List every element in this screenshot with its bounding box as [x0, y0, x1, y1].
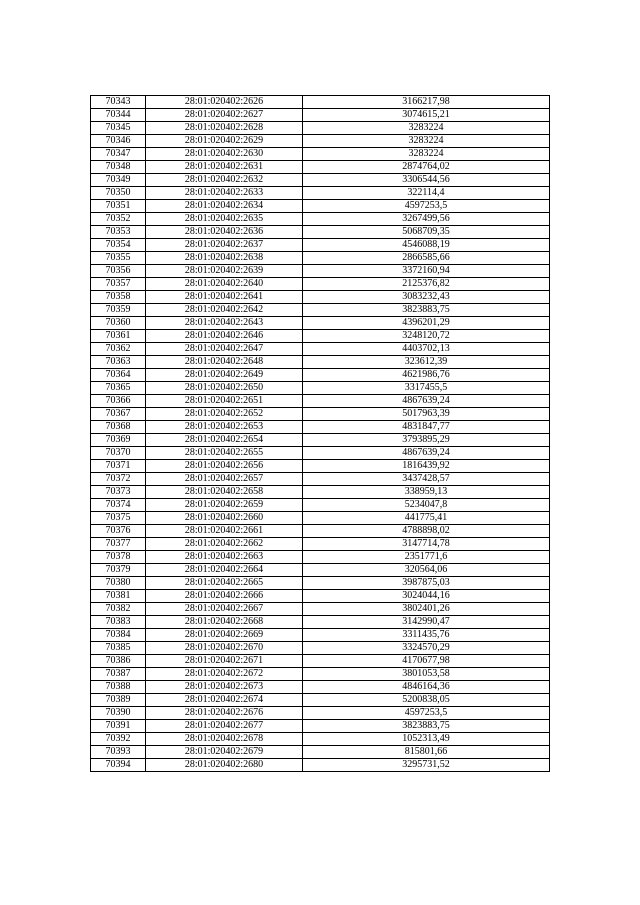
cadastral-number-cell: 28:01:020402:2652 — [146, 408, 303, 421]
row-number-cell: 70343 — [91, 96, 146, 109]
value-cell: 4396201,29 — [303, 317, 550, 330]
table-row — [91, 668, 550, 681]
row-number-cell: 70362 — [91, 343, 146, 356]
row-number-cell: 70360 — [91, 317, 146, 330]
value-cell: 4546088,19 — [303, 239, 550, 252]
value-cell: 4597253,5 — [303, 200, 550, 213]
table-row — [91, 681, 550, 694]
cadastral-number-cell: 28:01:020402:2653 — [146, 421, 303, 434]
value-cell: 320564,06 — [303, 564, 550, 577]
value-cell: 3437428,57 — [303, 473, 550, 486]
row-number-cell: 70352 — [91, 213, 146, 226]
cadastral-number-cell: 28:01:020402:2628 — [146, 122, 303, 135]
value-cell: 4831847,77 — [303, 421, 550, 434]
row-number-cell: 70344 — [91, 109, 146, 122]
cadastral-number-cell: 28:01:020402:2642 — [146, 304, 303, 317]
row-number-cell: 70388 — [91, 681, 146, 694]
data-table — [90, 95, 550, 772]
value-cell: 4403702,13 — [303, 343, 550, 356]
cadastral-number-cell: 28:01:020402:2664 — [146, 564, 303, 577]
row-number-cell: 70371 — [91, 460, 146, 473]
value-cell: 5200838,05 — [303, 694, 550, 707]
table-row — [91, 746, 550, 759]
cadastral-number-cell: 28:01:020402:2668 — [146, 616, 303, 629]
value-cell: 3283224 — [303, 148, 550, 161]
table-row — [91, 200, 550, 213]
table-row — [91, 603, 550, 616]
cadastral-number-cell: 28:01:020402:2672 — [146, 668, 303, 681]
row-number-cell: 70376 — [91, 525, 146, 538]
value-cell: 3295731,52 — [303, 759, 550, 772]
table-row — [91, 291, 550, 304]
cadastral-number-cell: 28:01:020402:2648 — [146, 356, 303, 369]
table-row — [91, 421, 550, 434]
row-number-cell: 70377 — [91, 538, 146, 551]
table-row — [91, 174, 550, 187]
value-cell: 4867639,24 — [303, 395, 550, 408]
cadastral-number-cell: 28:01:020402:2657 — [146, 473, 303, 486]
cadastral-number-cell: 28:01:020402:2651 — [146, 395, 303, 408]
row-number-cell: 70364 — [91, 369, 146, 382]
value-cell: 322114,4 — [303, 187, 550, 200]
value-cell: 4846164,36 — [303, 681, 550, 694]
value-cell: 3801053,58 — [303, 668, 550, 681]
row-number-cell: 70351 — [91, 200, 146, 213]
value-cell: 3074615,21 — [303, 109, 550, 122]
table-row — [91, 317, 550, 330]
table-row — [91, 564, 550, 577]
table-row — [91, 252, 550, 265]
row-number-cell: 70370 — [91, 447, 146, 460]
row-number-cell: 70386 — [91, 655, 146, 668]
table-row — [91, 161, 550, 174]
table-row — [91, 473, 550, 486]
table-row — [91, 330, 550, 343]
cadastral-number-cell: 28:01:020402:2633 — [146, 187, 303, 200]
row-number-cell: 70390 — [91, 707, 146, 720]
cadastral-number-cell: 28:01:020402:2649 — [146, 369, 303, 382]
cadastral-number-cell: 28:01:020402:2655 — [146, 447, 303, 460]
table-row — [91, 239, 550, 252]
row-number-cell: 70367 — [91, 408, 146, 421]
cadastral-number-cell: 28:01:020402:2670 — [146, 642, 303, 655]
row-number-cell: 70389 — [91, 694, 146, 707]
table-row — [91, 135, 550, 148]
table-row — [91, 512, 550, 525]
table-row — [91, 382, 550, 395]
cadastral-number-cell: 28:01:020402:2678 — [146, 733, 303, 746]
value-cell: 3372160,94 — [303, 265, 550, 278]
value-cell: 5017963,39 — [303, 408, 550, 421]
cadastral-number-cell: 28:01:020402:2629 — [146, 135, 303, 148]
value-cell: 3024044,16 — [303, 590, 550, 603]
row-number-cell: 70358 — [91, 291, 146, 304]
value-cell: 3267499,56 — [303, 213, 550, 226]
cadastral-number-cell: 28:01:020402:2679 — [146, 746, 303, 759]
value-cell: 3311435,76 — [303, 629, 550, 642]
table-row — [91, 122, 550, 135]
table-row — [91, 629, 550, 642]
value-cell: 4621986,76 — [303, 369, 550, 382]
table-row — [91, 733, 550, 746]
table-row — [91, 434, 550, 447]
cadastral-number-cell: 28:01:020402:2650 — [146, 382, 303, 395]
table-row — [91, 486, 550, 499]
cadastral-number-cell: 28:01:020402:2671 — [146, 655, 303, 668]
row-number-cell: 70384 — [91, 629, 146, 642]
value-cell: 2351771,6 — [303, 551, 550, 564]
table-row — [91, 538, 550, 551]
row-number-cell: 70393 — [91, 746, 146, 759]
table-row — [91, 343, 550, 356]
table-row — [91, 577, 550, 590]
row-number-cell: 70385 — [91, 642, 146, 655]
value-cell: 2866585,66 — [303, 252, 550, 265]
cadastral-number-cell: 28:01:020402:2646 — [146, 330, 303, 343]
table-row — [91, 447, 550, 460]
row-number-cell: 70346 — [91, 135, 146, 148]
row-number-cell: 70382 — [91, 603, 146, 616]
value-cell: 3147714,78 — [303, 538, 550, 551]
cadastral-number-cell: 28:01:020402:2647 — [146, 343, 303, 356]
table-row — [91, 460, 550, 473]
cadastral-number-cell: 28:01:020402:2639 — [146, 265, 303, 278]
row-number-cell: 70365 — [91, 382, 146, 395]
value-cell: 3324570,29 — [303, 642, 550, 655]
cadastral-number-cell: 28:01:020402:2680 — [146, 759, 303, 772]
table-row — [91, 707, 550, 720]
table-row — [91, 616, 550, 629]
cadastral-number-cell: 28:01:020402:2658 — [146, 486, 303, 499]
table-row — [91, 356, 550, 369]
value-cell: 4170677,98 — [303, 655, 550, 668]
row-number-cell: 70348 — [91, 161, 146, 174]
table-row — [91, 226, 550, 239]
cadastral-number-cell: 28:01:020402:2638 — [146, 252, 303, 265]
value-cell: 2125376,82 — [303, 278, 550, 291]
cadastral-number-cell: 28:01:020402:2631 — [146, 161, 303, 174]
row-number-cell: 70381 — [91, 590, 146, 603]
value-cell: 441775,41 — [303, 512, 550, 525]
cadastral-number-cell: 28:01:020402:2640 — [146, 278, 303, 291]
row-number-cell: 70379 — [91, 564, 146, 577]
cadastral-number-cell: 28:01:020402:2662 — [146, 538, 303, 551]
table-row — [91, 304, 550, 317]
row-number-cell: 70354 — [91, 239, 146, 252]
cadastral-number-cell: 28:01:020402:2634 — [146, 200, 303, 213]
table-row — [91, 213, 550, 226]
cadastral-number-cell: 28:01:020402:2673 — [146, 681, 303, 694]
cadastral-number-cell: 28:01:020402:2630 — [146, 148, 303, 161]
table-row — [91, 759, 550, 772]
cadastral-number-cell: 28:01:020402:2663 — [146, 551, 303, 564]
table-row — [91, 694, 550, 707]
row-number-cell: 70361 — [91, 330, 146, 343]
value-cell: 3306544,56 — [303, 174, 550, 187]
value-cell: 323612,39 — [303, 356, 550, 369]
value-cell: 5068709,35 — [303, 226, 550, 239]
table-row — [91, 720, 550, 733]
table-row — [91, 642, 550, 655]
cadastral-number-cell: 28:01:020402:2632 — [146, 174, 303, 187]
value-cell: 4788898,02 — [303, 525, 550, 538]
table-row — [91, 551, 550, 564]
value-cell: 4867639,24 — [303, 447, 550, 460]
row-number-cell: 70353 — [91, 226, 146, 239]
value-cell: 3823883,75 — [303, 720, 550, 733]
table-row — [91, 278, 550, 291]
row-number-cell: 70369 — [91, 434, 146, 447]
table-row — [91, 369, 550, 382]
table-row — [91, 655, 550, 668]
cadastral-number-cell: 28:01:020402:2643 — [146, 317, 303, 330]
row-number-cell: 70380 — [91, 577, 146, 590]
row-number-cell: 70350 — [91, 187, 146, 200]
value-cell: 3283224 — [303, 122, 550, 135]
value-cell: 3083232,43 — [303, 291, 550, 304]
row-number-cell: 70366 — [91, 395, 146, 408]
row-number-cell: 70359 — [91, 304, 146, 317]
table-row — [91, 525, 550, 538]
cadastral-number-cell: 28:01:020402:2676 — [146, 707, 303, 720]
value-cell: 3248120,72 — [303, 330, 550, 343]
cadastral-number-cell: 28:01:020402:2660 — [146, 512, 303, 525]
table-row — [91, 395, 550, 408]
row-number-cell: 70394 — [91, 759, 146, 772]
cadastral-number-cell: 28:01:020402:2654 — [146, 434, 303, 447]
cadastral-number-cell: 28:01:020402:2669 — [146, 629, 303, 642]
value-cell: 3142990,47 — [303, 616, 550, 629]
cadastral-number-cell: 28:01:020402:2636 — [146, 226, 303, 239]
value-cell: 3823883,75 — [303, 304, 550, 317]
cadastral-number-cell: 28:01:020402:2635 — [146, 213, 303, 226]
table-row — [91, 265, 550, 278]
cadastral-number-cell: 28:01:020402:2641 — [146, 291, 303, 304]
cadastral-number-cell: 28:01:020402:2661 — [146, 525, 303, 538]
row-number-cell: 70357 — [91, 278, 146, 291]
row-number-cell: 70392 — [91, 733, 146, 746]
value-cell: 3793895,29 — [303, 434, 550, 447]
value-cell: 1816439,92 — [303, 460, 550, 473]
row-number-cell: 70378 — [91, 551, 146, 564]
cadastral-number-cell: 28:01:020402:2656 — [146, 460, 303, 473]
cadastral-number-cell: 28:01:020402:2659 — [146, 499, 303, 512]
row-number-cell: 70391 — [91, 720, 146, 733]
value-cell: 338959,13 — [303, 486, 550, 499]
row-number-cell: 70383 — [91, 616, 146, 629]
row-number-cell: 70387 — [91, 668, 146, 681]
value-cell: 3283224 — [303, 135, 550, 148]
row-number-cell: 70349 — [91, 174, 146, 187]
row-number-cell: 70345 — [91, 122, 146, 135]
value-cell: 3317455,5 — [303, 382, 550, 395]
row-number-cell: 70355 — [91, 252, 146, 265]
cadastral-number-cell: 28:01:020402:2627 — [146, 109, 303, 122]
table-row — [91, 499, 550, 512]
value-cell: 3166217,98 — [303, 96, 550, 109]
cadastral-number-cell: 28:01:020402:2626 — [146, 96, 303, 109]
value-cell: 1052313,49 — [303, 733, 550, 746]
row-number-cell: 70375 — [91, 512, 146, 525]
row-number-cell: 70374 — [91, 499, 146, 512]
table-row — [91, 408, 550, 421]
row-number-cell: 70363 — [91, 356, 146, 369]
value-cell: 815801,66 — [303, 746, 550, 759]
value-cell: 4597253,5 — [303, 707, 550, 720]
cadastral-number-cell: 28:01:020402:2665 — [146, 577, 303, 590]
table-row — [91, 109, 550, 122]
value-cell: 2874764,02 — [303, 161, 550, 174]
value-cell: 3987875,03 — [303, 577, 550, 590]
row-number-cell: 70347 — [91, 148, 146, 161]
table-row — [91, 96, 550, 109]
cadastral-number-cell: 28:01:020402:2637 — [146, 239, 303, 252]
cadastral-number-cell: 28:01:020402:2677 — [146, 720, 303, 733]
table-row — [91, 187, 550, 200]
cadastral-number-cell: 28:01:020402:2674 — [146, 694, 303, 707]
table-row — [91, 590, 550, 603]
row-number-cell: 70368 — [91, 421, 146, 434]
table-body — [91, 96, 550, 772]
cadastral-number-cell: 28:01:020402:2666 — [146, 590, 303, 603]
row-number-cell: 70373 — [91, 486, 146, 499]
value-cell: 3802401,26 — [303, 603, 550, 616]
value-cell: 5234047,8 — [303, 499, 550, 512]
table-row — [91, 148, 550, 161]
cadastral-number-cell: 28:01:020402:2667 — [146, 603, 303, 616]
row-number-cell: 70356 — [91, 265, 146, 278]
row-number-cell: 70372 — [91, 473, 146, 486]
